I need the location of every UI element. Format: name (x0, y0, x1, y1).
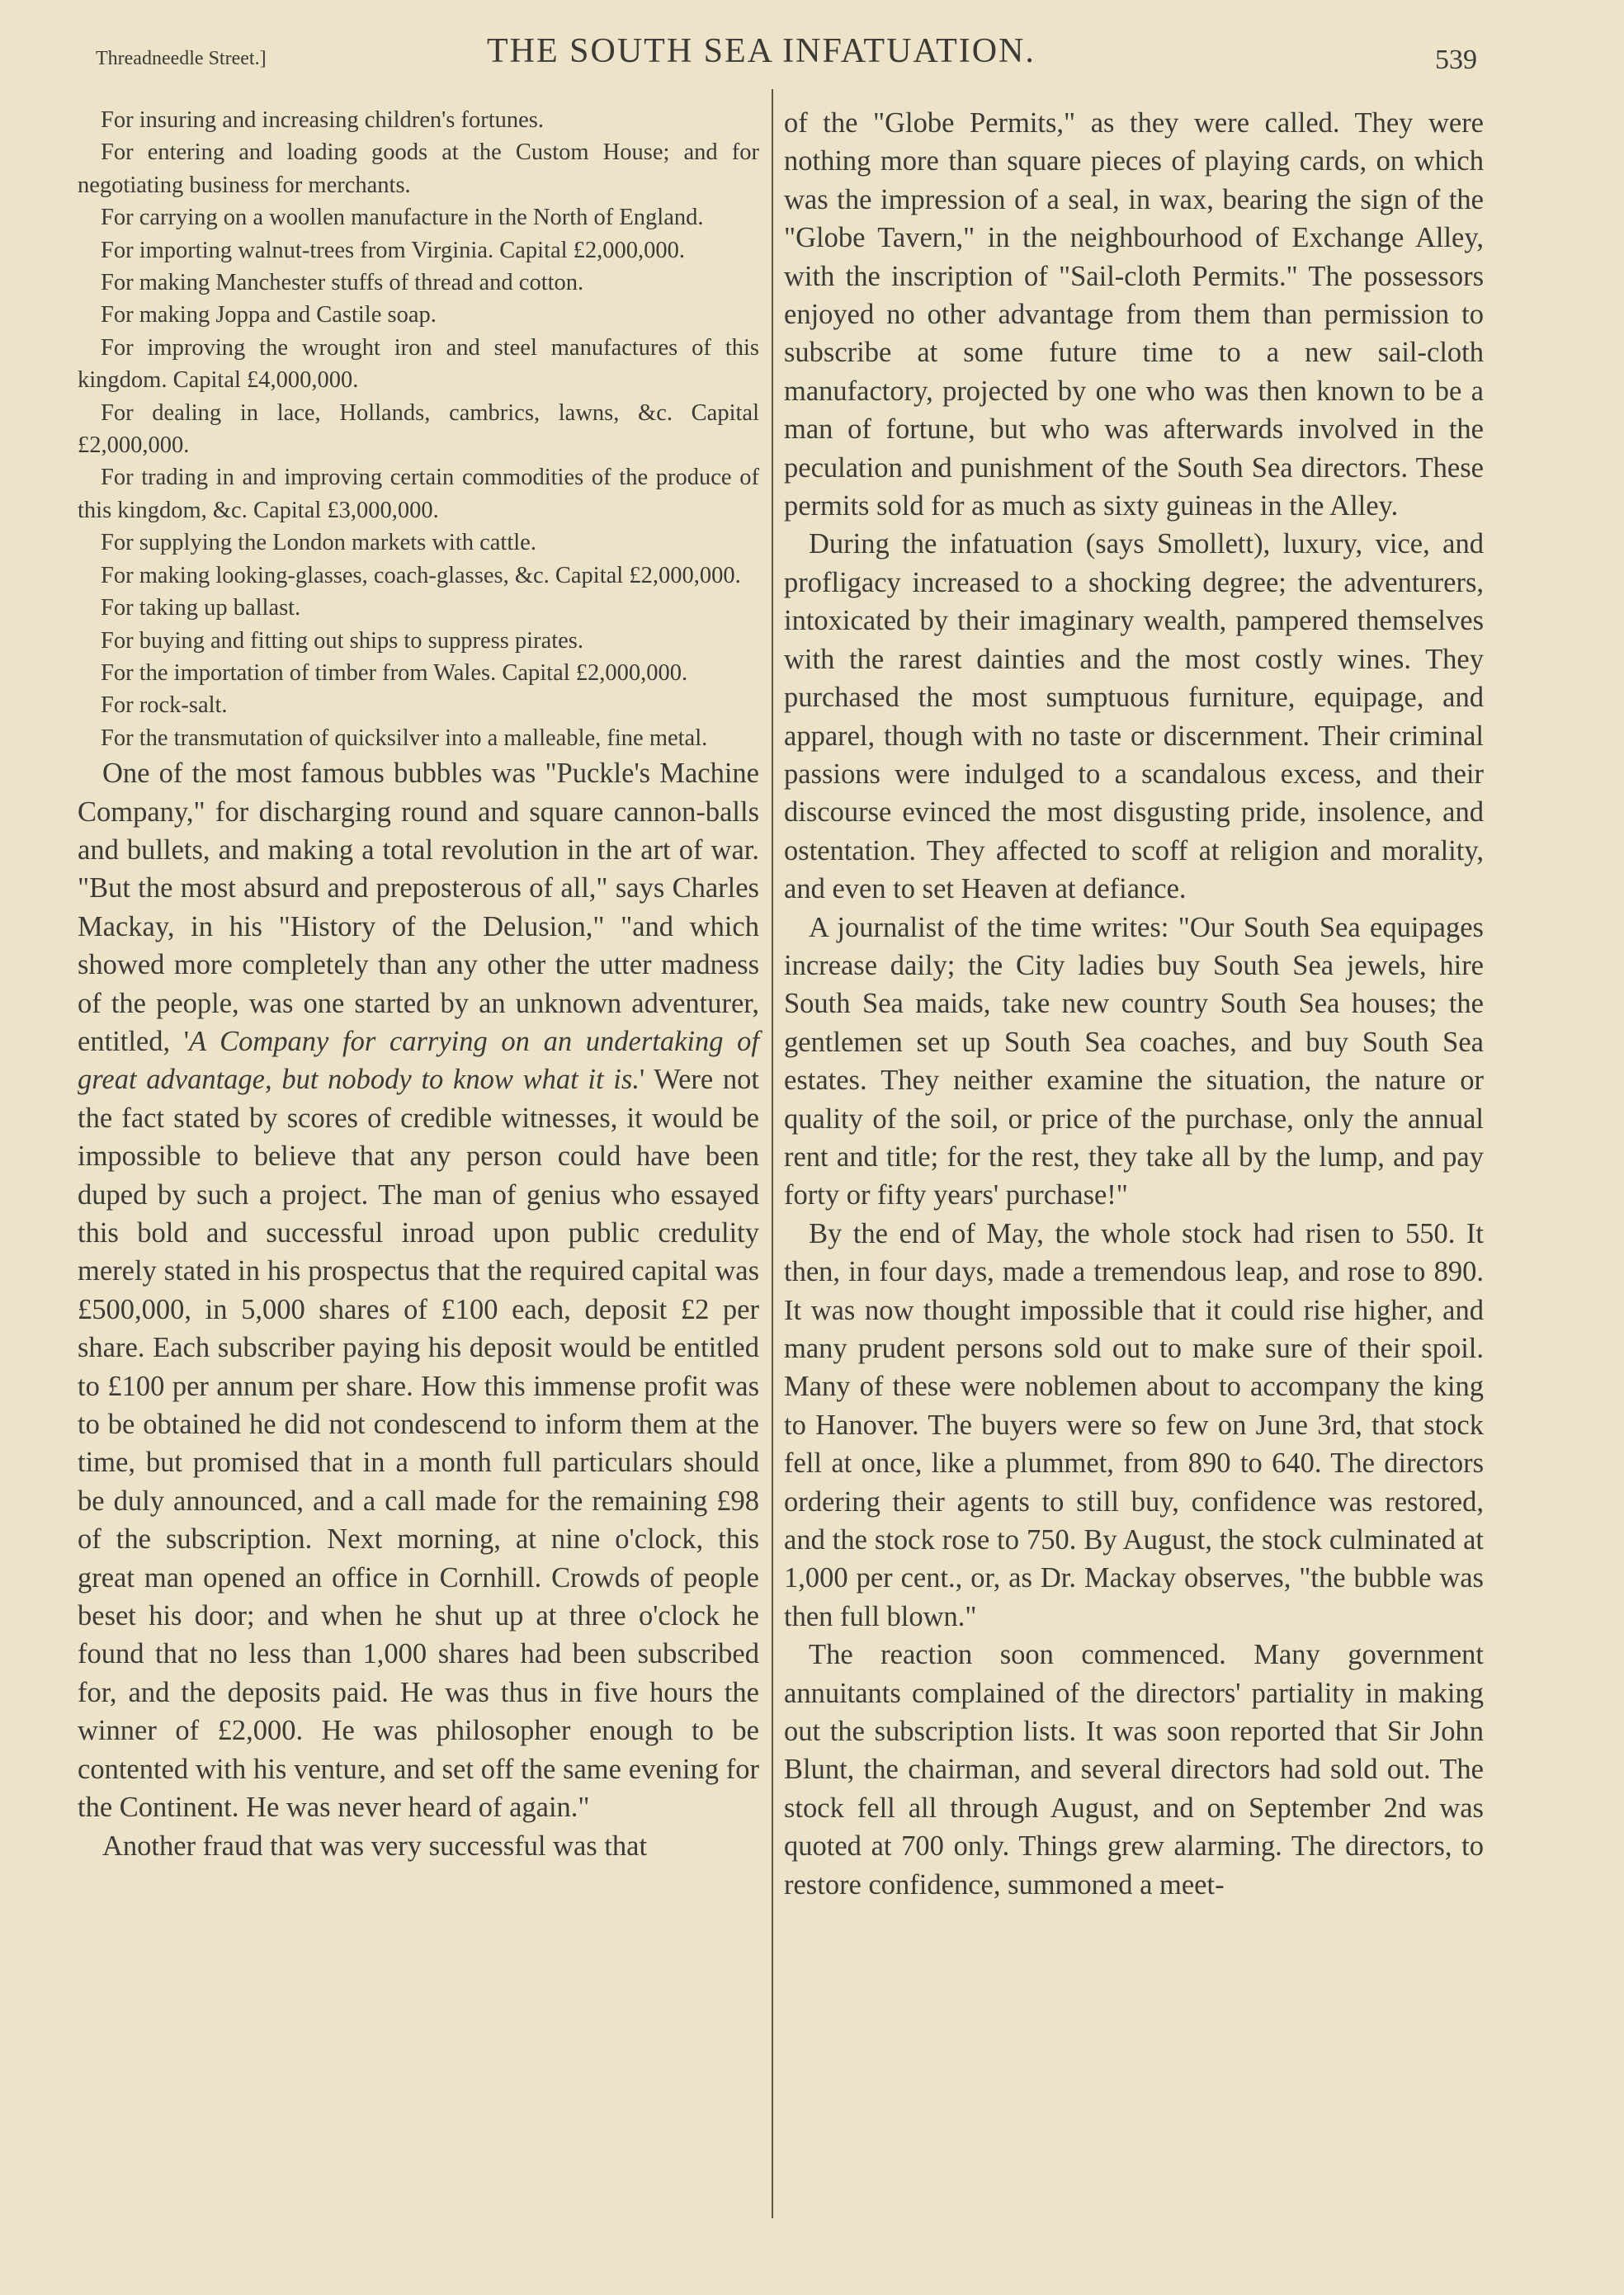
list-item: For improving the wrought iron and steel manufactures of this kingdom. Capital £4,000,000. (78, 334, 759, 394)
paragraph: During the infatuation (says Smollett), luxury, vice, and profligacy increased to a shocking degree; the adventurers, intoxicated by their imaginary wealth, pampered themselves with the rarest dainties and the most costly wines. They purchased the most sumptuous furniture, equipage, and apparel, though with no taste or discernment. Their criminal passions were indulged to a scandalous excess, and their discourse evinced the most disgusting pride, insolence, and ostentation. They affected to scoff at religion and morality, and even to set Heaven at defiance. (784, 528, 1484, 905)
paragraph-text: One of the most famous bubbles was "Puckle's Machine Company," for discharging round and square cannon-balls and bullets, and making a total revolution in the art of war. "But the most absurd and preposterous of all," says Charles Mackay, in his "History of the Delusion," "and which showed more completely than any other the utter madness of the people, was one started by an unknown adventurer, entitled, ' (78, 758, 759, 1057)
left-column (78, 104, 759, 1865)
column-divider (772, 89, 773, 2218)
running-header (91, 23, 1477, 89)
page-number: 539 (1435, 45, 1477, 75)
company-list (78, 104, 759, 754)
paragraph-text: ' Were not the fact stated by scores of credible witnesses, it would be impossible to believe that any person could have been duped by such a project. The man of genius who essayed this bold and successful inroad upon public credulity merely stated in his prospectus that the required capital was £500,000, in 5,000 shares of £100 each, deposit £2 per share. Each subscriber paying his deposit would be entitled to £100 per annum per share. How this immense profit was to be obtained he did not condescend to inform them at the time, but promised that in a month full particulars should be duly announced, and a call made for the remaining £98 of the subscription. Next morning, at nine o'clock, this great man opened an office in Cornhill. Crowds of people beset his door; and when he shut up at three o'clock he found that no less than 1,000 shares had been subscribed for, and the deposits paid. He was thus in five hours the winner of £2,000. He was philosopher enough to be contented with his venture, and set off the same evening for the Continent. He was never heard of again." (78, 1064, 760, 1824)
paragraph: By the end of May, the whole stock had risen to 550. It then, in four days, made a tremendous leap, and rose to 890. It was now thought impossible that it could rise higher, and many prudent persons sold out to make sure of their spoil. Many of these were noblemen about to accompany the king to Hanover. The buyers were so few on June 3rd, that stock fell at once, like a plummet, from 890 to 640. The directors ordering their agents to still buy, confidence was restored, and the stock rose to 750. By August, the stock culminated at 1,000 per cent., or, as Dr. Mackay observes, "the bubble was then full blown." (784, 1217, 1484, 1632)
list-item: For carrying on a woollen manufacture in the North of England. (101, 205, 704, 231)
list-item: For supplying the London markets with cattle. (101, 530, 536, 556)
list-item: For the transmutation of quicksilver into a malleable, fine metal. (101, 725, 708, 751)
list-item: For entering and loading goods at the Custom House; and for negotiating business for merchants. (78, 139, 759, 198)
page-title: THE SOUTH SEA INFATUATION. (487, 32, 1036, 70)
list-item: For buying and fitting out ships to suppress pirates. (101, 627, 584, 654)
list-item: For rock-salt. (101, 692, 228, 719)
paragraph: Another fraud that was very successful was that (102, 1830, 648, 1862)
list-item: For the importation of timber from Wales. Capital £2,000,000. (101, 659, 688, 686)
list-item: For insuring and increasing children's fortunes. (101, 107, 545, 133)
list-item: For trading in and improving certain commodities of the produce of this kingdom, &c. Capital £3,000,000. (78, 465, 759, 523)
list-item: For making Manchester stuffs of thread and cotton. (101, 270, 584, 296)
running-head-left: Threadneedle Street.] (96, 48, 267, 69)
paragraph: The reaction soon commenced. Many government annuitants complained of the directors' partiality in making out the subscription lists. It was soon reported that Sir John Blunt, the chairman, and several directors had sold out. The stock fell all through August, and on September 2nd was quoted at 700 only. Things grew alarming. The directors, to restore confidence, summoned a meet- (784, 1639, 1484, 1901)
left-body-text (78, 754, 759, 1865)
list-item: For importing walnut-trees from Virginia. Capital £2,000,000. (101, 237, 686, 263)
list-item: For making looking-glasses, coach-glasses, &c. Capital £2,000,000. (101, 562, 741, 588)
paragraph (78, 754, 759, 1826)
paragraph: of the "Globe Permits," as they were called. They were nothing more than square pieces of playing cards, on which was the impression of a seal, in wax, bearing the sign of the "Globe Tavern," in the neighbourhood of Exchange Alley, with the inscription of "Sail-cloth Permits." The possessors enjoyed no other advantage from them than permission to subscribe at some future time to a new sail-cloth manufactory, projected by one who was then known to be a man of fortune, but who was afterwards involved in the peculation and punishment of the South Sea directors. These permits sold for as much as sixty guineas in the Alley. (784, 107, 1484, 522)
paragraph: A journalist of the time writes: "Our South Sea equipages increase daily; the City ladies buy South Sea jewels, hire South Sea maids, take new country South Sea houses; the gentlemen set up South Sea coaches, and buy South Sea estates. They neither examine the situation, the nature or quality of the soil, or price of the purchase, only the annual rent and title; for the rest, they take all by the lump, and pay forty or fifty years' purchase!" (784, 911, 1484, 1211)
right-column (784, 104, 1484, 1904)
list-item: For dealing in lace, Hollands, cambrics, lawns, &c. Capital £2,000,000. (78, 399, 759, 459)
italic-title: A Company for carrying on an undertaking of great advantage, but nobody to know what it is. (78, 1025, 759, 1096)
right-body-text (784, 104, 1484, 1904)
list-item: For taking up ballast. (101, 595, 301, 621)
list-item: For making Joppa and Castile soap. (101, 302, 437, 328)
